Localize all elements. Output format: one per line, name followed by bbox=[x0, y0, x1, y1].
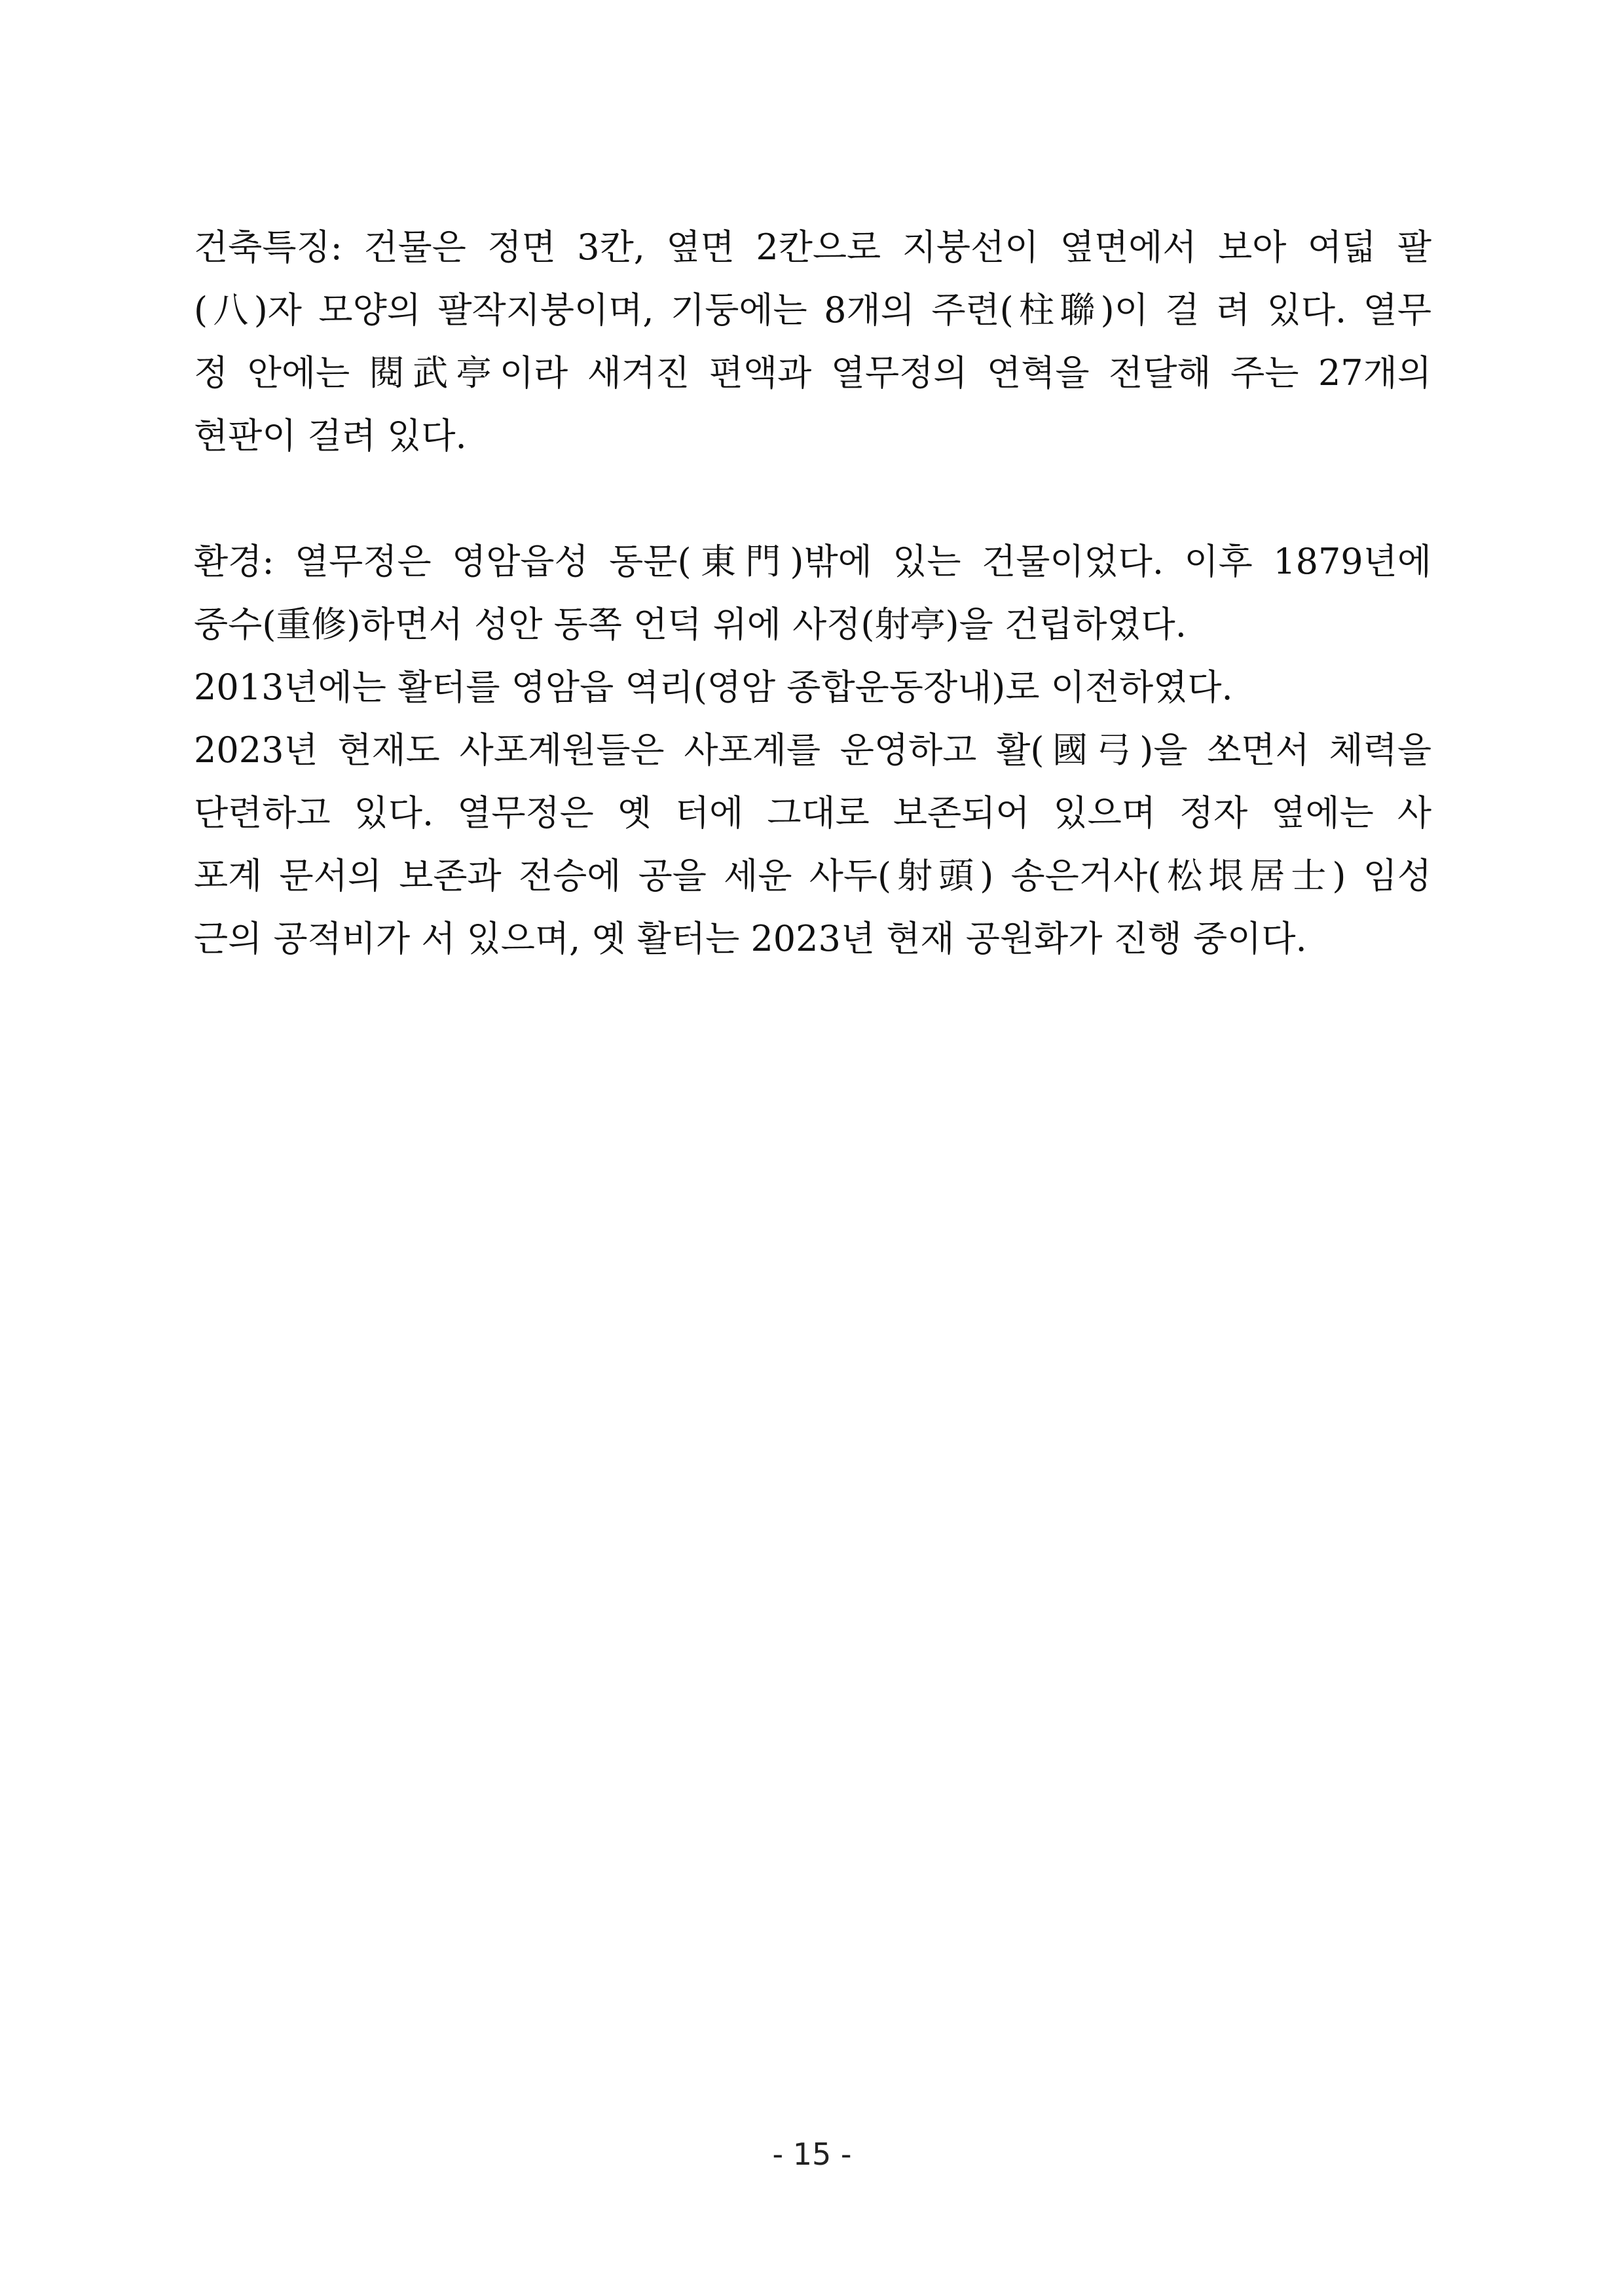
page-number: - 15 - bbox=[772, 2137, 852, 2172]
paragraph-line: 포계 문서의 보존과 전승에 공을 세운 사두(射頭) 송은거사(松垠居士) 임성 bbox=[194, 855, 1431, 896]
paragraph-architecture bbox=[194, 216, 1431, 468]
paragraph-line: 건축특징: 건물은 정면 3칸, 옆면 2칸으로 지붕선이 옆면에서 보아 여덟 팔 bbox=[194, 227, 1431, 268]
paragraph-environment bbox=[194, 530, 1431, 970]
paragraph-line: 현판이 걸려 있다. bbox=[194, 415, 467, 456]
paragraph-line: 정 안에는 閱武亭이라 새겨진 편액과 열무정의 연혁을 전달해 주는 27개의 bbox=[194, 352, 1431, 394]
paragraph-line: 단련하고 있다. 열무정은 옛 터에 그대로 보존되어 있으며 정자 옆에는 사 bbox=[194, 792, 1431, 834]
paragraph-line: (八)자 모양의 팔작지붕이며, 기둥에는 8개의 주련(柱聯)이 걸 려 있다. 열무 bbox=[194, 289, 1431, 331]
paragraph-line: 2013년에는 활터를 영암읍 역리(영암 종합운동장내)로 이전하였다. bbox=[194, 667, 1233, 708]
paragraph-line: 근의 공적비가 서 있으며, 옛 활터는 2023년 현재 공원화가 진행 중이다. bbox=[194, 918, 1307, 959]
paragraph-line: 2023년 현재도 사포계원들은 사포계를 운영하고 활(國弓)을 쏘면서 체력을 bbox=[194, 729, 1431, 771]
paragraph-line: 중수(重修)하면서 성안 동쪽 언덕 위에 사정(射亭)을 건립하였다. bbox=[194, 604, 1187, 645]
paragraph-line: 환경: 열무정은 영암읍성 동문(東門)밖에 있는 건물이었다. 이후 1879년에 bbox=[194, 541, 1431, 582]
document-body bbox=[194, 216, 1431, 1033]
